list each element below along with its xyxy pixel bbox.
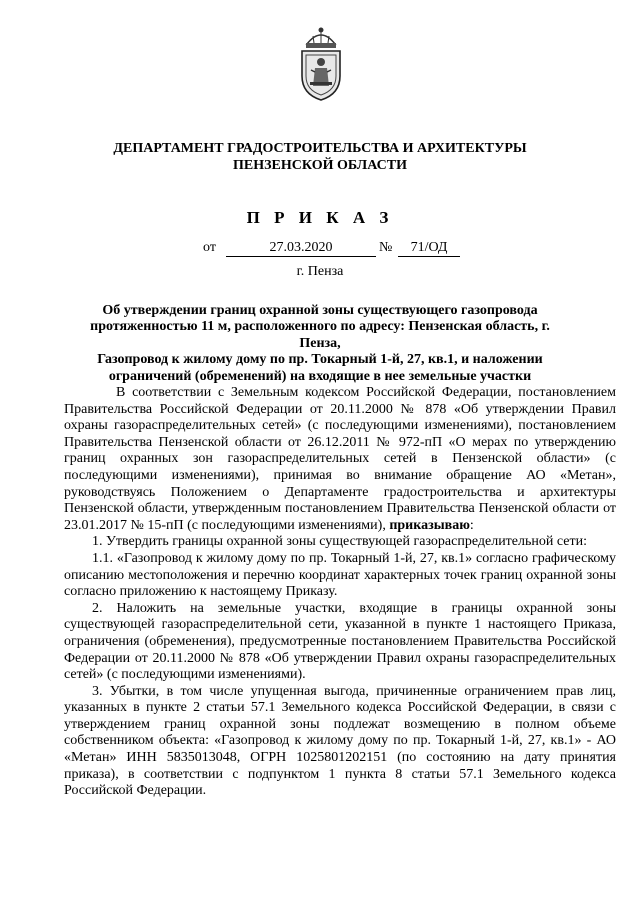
document-body <box>64 385 616 800</box>
subject-line-2: протяженностью 11 м, расположенного по адресу: Пензенская область, г. Пенза, <box>90 319 550 351</box>
item-1: 1. Утвердить границы охранной зоны существующей газораспределительной сети: <box>92 534 587 550</box>
document-date: 27.03.2020 <box>226 240 376 257</box>
preamble-text: В соответствии с Земельным кодексом Российской Федерации, постановлением Правительства Российской Федерации от 20.11.2000 № 878 «Об утверждении Правил охраны газораспределительных сетей» (с последующими изменениями), постановлением Правительства Пензенской области от 26.12.2011 № 972-пП «О мерах по утверждению границ охранных зон газораспределительных сетей в Пензенской области» (с последующими изменениями), принимая во внимание обращение АО «Метан», руководствуясь Положением о Департаменте градостроительства и архитектуры Пензенской области, утвержденным постановлением Правительства Пензенской области от 23.01.2017 № 15-пП (с последующими изменениями), <box>64 385 616 533</box>
preamble-paragraph <box>64 385 616 534</box>
department-line-2: ПЕНЗЕНСКОЙ ОБЛАСТИ <box>233 158 407 173</box>
order-word: приказываю <box>389 517 470 533</box>
number-sign: № <box>379 240 393 255</box>
document-type-title: П Р И К А З <box>246 208 394 227</box>
coat-of-arms-icon <box>297 24 345 102</box>
document-number: 71/ОД <box>398 240 460 257</box>
subject-line-3: Газопровод к жилому дому по пр. Токарный 1-й, 27, кв.1, и наложении <box>97 352 543 368</box>
document-subject <box>84 303 556 385</box>
item-2: 2. Наложить на земельные участки, входящие в границы охранной зоны существующей газораспределительной сети, указанной в пункте 1 настоящего Приказа, ограничения (обременения), предусмотренные постановлением Правительства Российской Федерации от 20.11.2000 № 878 «Об утверждении Правил охраны газораспределительных сетей» (с последующими изменениями). <box>64 600 616 683</box>
item-1-1: 1.1. «Газопровод к жилому дому по пр. Токарный 1-й, 27, кв.1» согласно графическому описанию местоположения и перечню координат характерных точек границ охранной зоны согласно приложению к настоящему Приказу. <box>64 550 616 600</box>
item-3: 3. Убытки, в том числе упущенная выгода, причиненные ограничением прав лиц, указанных в пункте 2 статьи 57.1 Земельного кодекса Российской Федерации, в связи с утверждением границ охранной зоны подлежат возмещению в полном объеме собственником объекта: «Газопровод к жилому дому по пр. Токарный 1-й, 27, кв.1» - АО «Метан» ИНН 5835013048, ОГРН 1025801202151 (по состоянию на дату принятия приказа), в соответствии с подпунктом 1 пункта 8 статьи 57.1 Земельного кодекса Российской Федерации. <box>64 683 616 799</box>
department-line-1: ДЕПАРТАМЕНТ ГРАДОСТРОИТЕЛЬСТВА И АРХИТЕКТУРЫ <box>113 141 527 156</box>
department-name <box>60 140 580 174</box>
document-city: г. Пенза <box>296 264 344 279</box>
preamble-colon: : <box>469 517 474 533</box>
subject-line-4: ограничений (обременений) на входящие в нее земельные участки <box>108 368 532 384</box>
subject-line-1: Об утверждении границ охранной зоны существующего газопровода <box>102 303 538 318</box>
date-prefix: от <box>203 240 216 255</box>
